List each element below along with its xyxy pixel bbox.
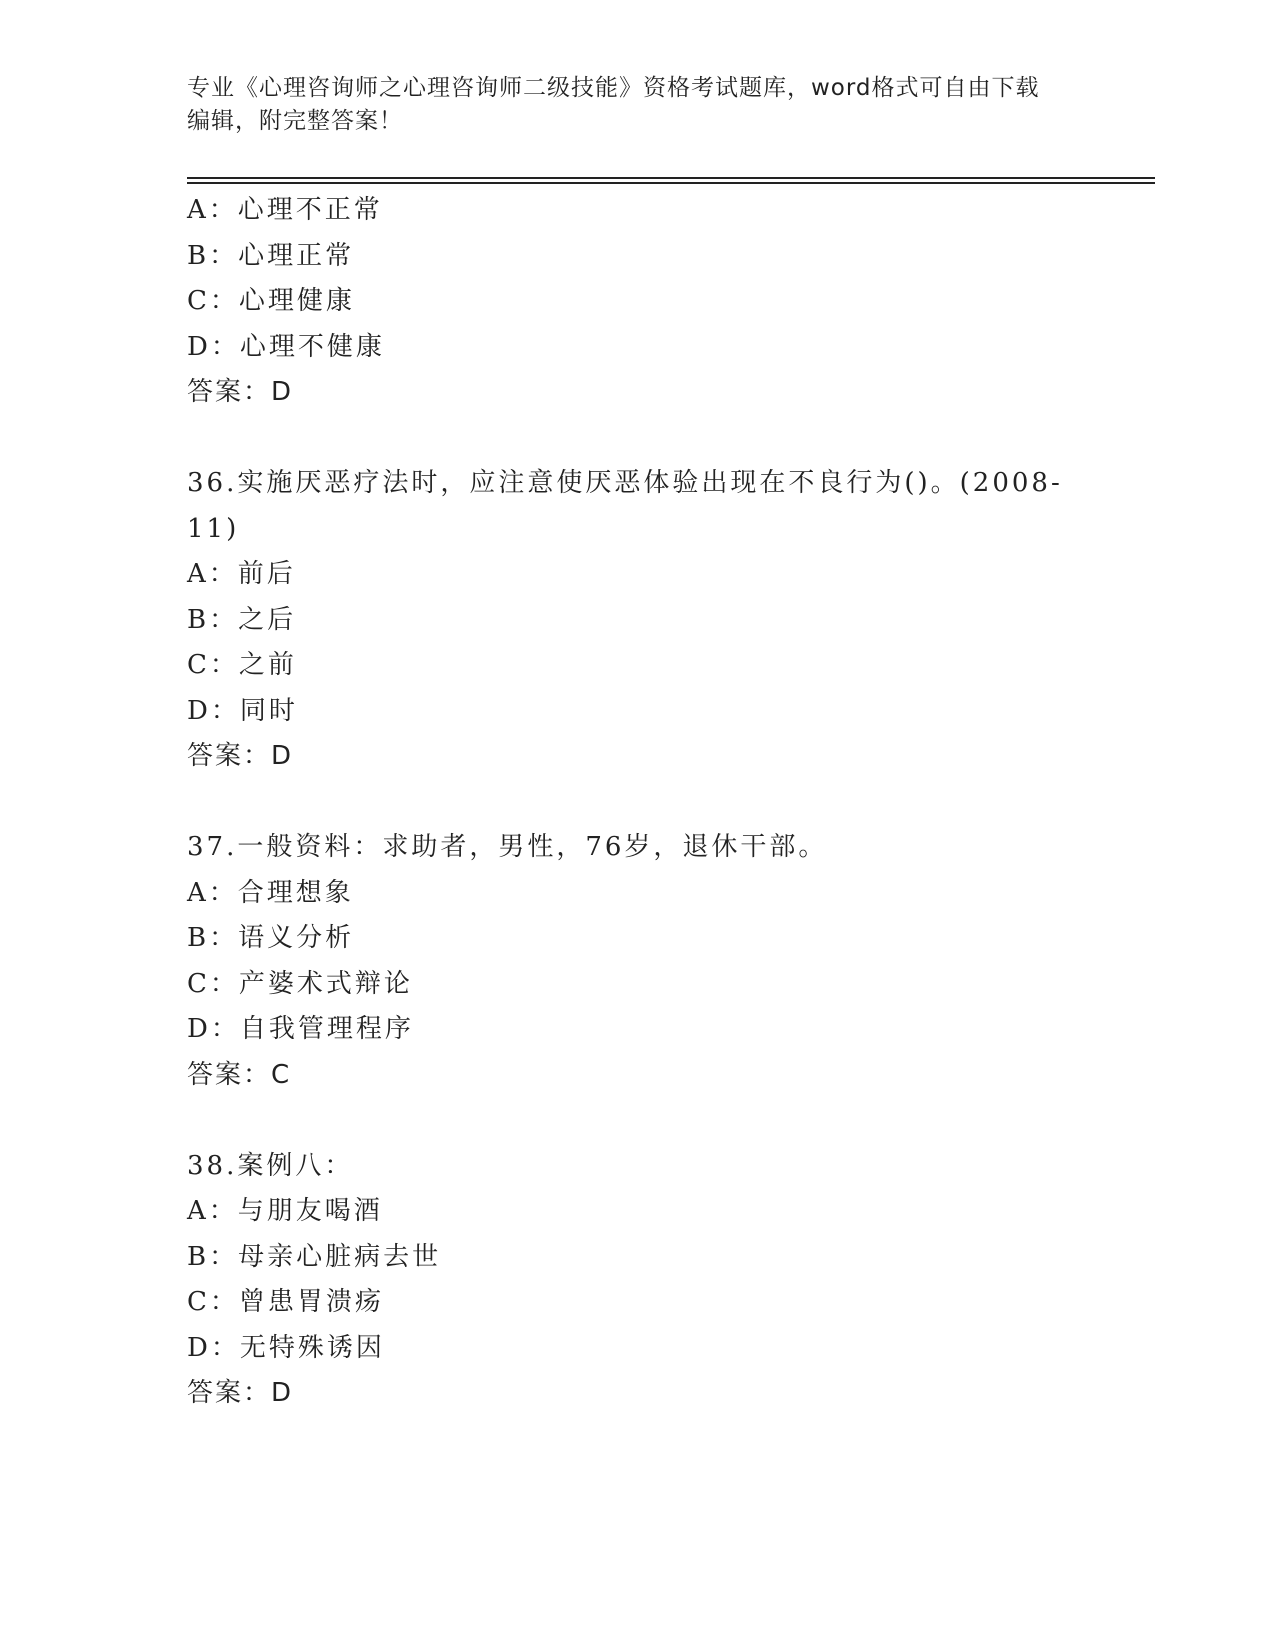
- option-d: D：同时: [187, 695, 298, 726]
- option-a: A：前后: [187, 559, 296, 589]
- question-stem-line-2: 11): [187, 513, 240, 544]
- question-38: [187, 1144, 1087, 1417]
- question-37: [187, 825, 1087, 1098]
- option-b: B：之后: [187, 604, 297, 635]
- document-header: [187, 72, 1087, 138]
- header-divider-bottom: [187, 182, 1155, 184]
- answer: 答案：D: [187, 377, 294, 407]
- answer: 答案：C: [187, 1059, 292, 1090]
- header-line-2: 编辑，附完整答案！: [187, 108, 403, 134]
- header-line-1: 专业《心理咨询师之心理咨询师二级技能》资格考试题库，word格式可自由下载: [187, 75, 1040, 101]
- spacer: [187, 416, 1087, 462]
- question-35: [187, 188, 1087, 416]
- header-divider-top: [187, 177, 1155, 179]
- answer: 答案：D: [187, 741, 294, 771]
- option-c: C：心理健康: [187, 286, 355, 316]
- question-36: [187, 461, 1087, 780]
- option-b: B：母亲心脏病去世: [187, 1241, 442, 1272]
- option-a: A：合理想象: [187, 877, 354, 908]
- option-b: B：心理正常: [187, 240, 355, 271]
- question-list: [187, 188, 1087, 1417]
- option-c: C：产婆术式辩论: [187, 968, 413, 999]
- option-a: A：心理不正常: [187, 195, 383, 225]
- question-stem-line-1: 36.实施厌恶疗法时，应注意使厌恶体验出现在不良行为()。(2008-: [187, 468, 1063, 498]
- option-b: B：语义分析: [187, 923, 355, 953]
- option-c: C：之前: [187, 650, 297, 680]
- option-d: D：无特殊诱因: [187, 1332, 385, 1363]
- spacer: [187, 1098, 1087, 1144]
- answer: 答案：D: [187, 1378, 294, 1408]
- option-d: D：自我管理程序: [187, 1014, 414, 1044]
- option-d: D：心理不健康: [187, 331, 385, 362]
- spacer: [187, 780, 1087, 826]
- option-a: A：与朋友喝酒: [187, 1196, 383, 1226]
- question-stem: 37.一般资料：求助者，男性，76岁，退休干部。: [187, 832, 828, 862]
- question-stem: 38.案例八：: [187, 1150, 354, 1181]
- option-c: C：曾患胃溃疡: [187, 1287, 384, 1317]
